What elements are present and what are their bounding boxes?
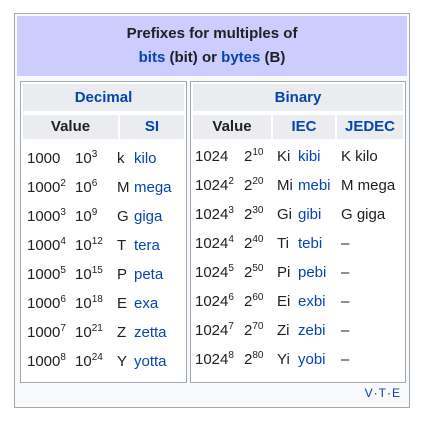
binary-base-value-exp: 6 — [228, 292, 234, 303]
si-symbol: G — [117, 208, 129, 225]
binary-power-value-base: 2 — [244, 235, 253, 252]
decimal-power-value-exp: 18 — [91, 294, 103, 305]
si-prefix-link[interactable]: yotta — [134, 353, 167, 370]
binary-power-value — [244, 171, 263, 200]
binary-base-value-exp: 4 — [228, 234, 234, 245]
binary-power-value-base: 2 — [244, 206, 253, 223]
decimal-si-header[interactable]: SI — [120, 115, 184, 139]
decimal-power-value — [75, 260, 103, 289]
binary-power-value-exp: 20 — [252, 176, 264, 187]
si-prefix-name[interactable] — [134, 173, 172, 202]
decimal-base-value-base: 1000 — [27, 208, 61, 225]
si-symbol: T — [117, 237, 127, 254]
decimal-base-value-base: 1000 — [27, 237, 61, 254]
binary-base-value-base: 1024 — [195, 177, 229, 194]
decimal-power-value-base: 10 — [75, 150, 92, 167]
si-prefix-name[interactable] — [134, 289, 158, 318]
decimal-power-value — [75, 318, 103, 347]
si-prefix-link[interactable]: exa — [134, 295, 159, 312]
si-symbol: Z — [117, 324, 127, 341]
si-symbol: k — [117, 150, 125, 167]
binary-power-value — [244, 345, 263, 374]
si-prefix-name[interactable] — [134, 318, 167, 347]
decimal-power-value-exp: 21 — [91, 323, 103, 334]
decimal-base-value-base: 1000 — [27, 324, 61, 341]
binary-base-value — [195, 287, 234, 316]
binary-base-value-base: 1024 — [195, 351, 229, 368]
binary-power-value-exp: 50 — [252, 263, 264, 274]
binary-power-value — [244, 200, 263, 229]
iec-symbol: Ei — [277, 293, 291, 310]
binary-jedec-header[interactable]: JEDEC — [337, 115, 403, 139]
jedec-prefix: – — [341, 235, 350, 252]
binary-power-value-exp: 40 — [252, 234, 264, 245]
binary-power-value-base: 2 — [244, 322, 253, 339]
decimal-power-value-exp: 3 — [91, 149, 98, 160]
vte-sep-2: · — [386, 386, 392, 400]
iec-symbol: Ti — [277, 235, 289, 252]
decimal-power-value — [75, 231, 103, 260]
iec-prefix-name[interactable] — [298, 200, 321, 229]
decimal-power-value-base: 10 — [75, 266, 92, 283]
si-prefix-name[interactable] — [134, 202, 162, 231]
binary-power-value-exp: 10 — [252, 147, 264, 158]
iec-prefix-name[interactable] — [298, 287, 326, 316]
binary-base-value-base: 1024 — [195, 322, 229, 339]
binary-power-value-base: 2 — [244, 148, 253, 165]
decimal-power-value — [75, 289, 103, 318]
decimal-power-value — [75, 202, 97, 231]
decimal-base-value-exp: 5 — [60, 265, 66, 276]
decimal-power-value-base: 10 — [75, 237, 92, 254]
si-prefix-link[interactable]: tera — [134, 237, 160, 254]
iec-prefix-link[interactable]: kibi — [298, 148, 321, 165]
decimal-base-value-exp: 4 — [60, 236, 66, 247]
iec-prefix-name[interactable] — [298, 316, 326, 345]
decimal-base-value — [27, 318, 66, 347]
binary-base-value-base: 1024 — [195, 206, 229, 223]
iec-symbol: Gi — [277, 206, 292, 223]
decimal-power-value-base: 10 — [75, 353, 92, 370]
decimal-base-value-base: 1000 — [27, 150, 61, 167]
binary-power-value — [244, 287, 263, 316]
decimal-base-value — [27, 144, 60, 173]
iec-symbol: Yi — [277, 351, 290, 368]
binary-power-value-exp: 70 — [252, 321, 264, 332]
binary-base-value-base: 1024 — [195, 293, 229, 310]
decimal-power-value-exp: 12 — [91, 236, 103, 247]
decimal-base-value — [27, 260, 66, 289]
binary-value-header: Value — [193, 115, 271, 139]
vte-sep-1: · — [373, 386, 379, 400]
decimal-base-value-exp: 7 — [60, 323, 66, 334]
si-symbol: P — [117, 266, 128, 283]
title-line2 — [17, 46, 407, 70]
binary-base-value — [195, 200, 234, 229]
decimal-power-value — [75, 347, 103, 376]
binary-base-value — [195, 316, 234, 345]
navbox-title — [17, 16, 407, 76]
decimal-power-value-exp: 24 — [91, 352, 103, 363]
si-prefix-name[interactable] — [134, 231, 160, 260]
jedec-prefix: – — [341, 293, 350, 310]
iec-symbol: Zi — [277, 322, 290, 339]
view-link[interactable]: V — [364, 386, 374, 400]
vte-links — [365, 386, 401, 400]
si-prefix-name[interactable] — [134, 144, 157, 173]
iec-symbol: Mi — [277, 177, 293, 194]
binary-power-value-base: 2 — [244, 351, 253, 368]
iec-prefix-link[interactable]: gibi — [298, 206, 322, 223]
si-prefix-link[interactable]: mega — [134, 179, 172, 196]
decimal-power-value-base: 10 — [75, 179, 92, 196]
si-prefix-link[interactable]: kilo — [134, 150, 157, 167]
binary-base-value — [195, 229, 234, 258]
binary-power-value-exp: 60 — [252, 292, 264, 303]
decimal-base-value — [27, 289, 66, 318]
iec-prefix-link[interactable]: yobi — [298, 351, 326, 368]
iec-prefix-link[interactable]: mebi — [298, 177, 331, 194]
jedec-prefix: – — [341, 322, 350, 339]
binary-power-value — [244, 142, 263, 171]
decimal-value-header: Value — [23, 115, 118, 139]
decimal-base-value-base: 1000 — [27, 266, 61, 283]
edit-link[interactable]: E — [391, 386, 401, 400]
or-text: or — [201, 49, 217, 66]
bit-abbr: (bit) — [169, 49, 198, 66]
decimal-power-value-exp: 15 — [91, 265, 103, 276]
iec-prefix-link[interactable]: exbi — [298, 293, 326, 310]
decimal-base-value-base: 1000 — [27, 179, 61, 196]
binary-power-value — [244, 258, 263, 287]
binary-base-value-exp: 2 — [228, 176, 234, 187]
iec-symbol: Ki — [277, 148, 291, 165]
iec-prefix-name[interactable] — [298, 171, 331, 200]
si-prefix-link[interactable]: zetta — [134, 324, 167, 341]
decimal-power-value-base: 10 — [75, 324, 92, 341]
binary-power-value-exp: 80 — [252, 350, 264, 361]
decimal-base-value — [27, 202, 66, 231]
si-prefix-link[interactable]: giga — [134, 208, 163, 225]
jedec-prefix: K kilo — [341, 148, 378, 165]
binary-base-value — [195, 345, 234, 374]
byte-abbr: (B) — [264, 49, 286, 66]
binary-power-value-base: 2 — [244, 264, 253, 281]
iec-prefix-name[interactable] — [298, 345, 326, 374]
si-prefix-name[interactable] — [134, 347, 167, 376]
binary-base-value-exp: 3 — [228, 205, 234, 216]
iec-prefix-link[interactable]: pebi — [298, 264, 327, 281]
iec-prefix-link[interactable]: zebi — [298, 322, 326, 339]
iec-prefix-name[interactable] — [298, 142, 321, 171]
jedec-prefix: – — [341, 264, 350, 281]
jedec-prefix: G giga — [341, 206, 386, 223]
binary-panel — [190, 81, 406, 383]
binary-power-value-base: 2 — [244, 293, 253, 310]
decimal-base-value-exp: 6 — [60, 294, 66, 305]
binary-power-value — [244, 229, 263, 258]
talk-link[interactable]: T — [378, 386, 387, 400]
prefixes-navbox — [14, 13, 410, 408]
iec-prefix-link[interactable]: tebi — [298, 235, 323, 252]
binary-base-value-exp: 8 — [228, 350, 234, 361]
iec-prefix-name[interactable] — [298, 229, 322, 258]
binary-base-value-exp: 5 — [228, 263, 234, 274]
decimal-power-value — [75, 173, 97, 202]
decimal-base-value-exp: 3 — [60, 207, 66, 218]
decimal-panel — [20, 81, 187, 383]
decimal-power-value — [75, 144, 97, 173]
binary-base-value — [195, 258, 234, 287]
decimal-power-value-exp: 6 — [91, 178, 98, 189]
decimal-base-value-base: 1000 — [27, 295, 61, 312]
binary-base-value — [195, 142, 228, 171]
title-line1: Prefixes for multiples of — [126, 25, 298, 42]
decimal-power-value-base: 10 — [75, 208, 92, 225]
iec-symbol: Pi — [277, 264, 291, 281]
binary-base-value-base: 1024 — [195, 148, 229, 165]
bits-link[interactable]: bits — [138, 49, 166, 66]
decimal-header[interactable]: Decimal — [23, 84, 184, 111]
decimal-base-value — [27, 347, 66, 376]
binary-header[interactable]: Binary — [193, 84, 403, 111]
binary-base-value — [195, 171, 234, 200]
binary-base-value-exp: 7 — [228, 321, 234, 332]
binary-base-value-base: 1024 — [195, 264, 229, 281]
si-prefix-name[interactable] — [134, 260, 163, 289]
si-prefix-link[interactable]: peta — [134, 266, 164, 283]
decimal-power-value-exp: 9 — [91, 207, 98, 218]
jedec-prefix: – — [341, 351, 350, 368]
si-symbol: M — [117, 179, 130, 196]
decimal-base-value-base: 1000 — [27, 353, 61, 370]
binary-base-value-base: 1024 — [195, 235, 229, 252]
binary-power-value — [244, 316, 263, 345]
decimal-base-value-exp: 2 — [60, 178, 66, 189]
binary-power-value-base: 2 — [244, 177, 253, 194]
iec-prefix-name[interactable] — [298, 258, 326, 287]
decimal-base-value — [27, 231, 66, 260]
si-symbol: E — [117, 295, 128, 312]
binary-power-value-exp: 30 — [252, 205, 264, 216]
si-symbol: Y — [117, 353, 128, 370]
jedec-prefix: M mega — [341, 177, 396, 194]
decimal-base-value-exp: 8 — [60, 352, 66, 363]
bytes-link[interactable]: bytes — [221, 49, 261, 66]
decimal-power-value-base: 10 — [75, 295, 92, 312]
binary-iec-header[interactable]: IEC — [273, 115, 335, 139]
decimal-base-value — [27, 173, 66, 202]
